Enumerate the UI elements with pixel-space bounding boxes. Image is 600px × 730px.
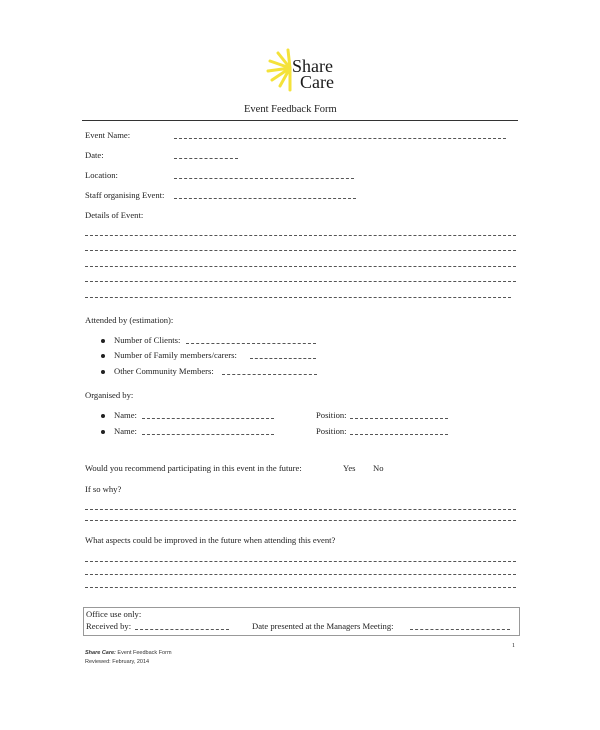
improve-question: What aspects could be improved in the future when attending this event?: [85, 535, 336, 545]
improve-line-2[interactable]: [85, 574, 516, 575]
staff-field[interactable]: [174, 198, 356, 199]
office-use-heading: Office use only:: [86, 609, 142, 619]
details-line-5[interactable]: [85, 297, 511, 298]
organised-heading: Organised by:: [85, 390, 134, 400]
organiser-position-label-2: Position:: [316, 426, 347, 436]
event-name-label: Event Name:: [85, 130, 131, 140]
date-label: Date:: [85, 150, 104, 160]
organiser-name-field-2[interactable]: [142, 434, 274, 435]
footer-line-1: [85, 650, 172, 656]
organiser-position-field-2[interactable]: [350, 434, 448, 435]
family-field[interactable]: [250, 358, 316, 359]
received-by-label: Received by:: [86, 621, 132, 631]
form-title: Event Feedback Form: [244, 104, 337, 115]
organiser-name-field-1[interactable]: [142, 418, 274, 419]
date-field[interactable]: [174, 158, 238, 159]
bullet: [101, 370, 105, 374]
family-label: Number of Family members/carers:: [114, 350, 237, 360]
details-line-2[interactable]: [85, 250, 516, 251]
footer-brand: Share Care:: [85, 650, 116, 656]
bullet: [101, 339, 105, 343]
page-number: 1: [512, 643, 515, 649]
bullet: [101, 414, 105, 418]
clients-field[interactable]: [186, 343, 316, 344]
community-field[interactable]: [222, 374, 317, 375]
date-presented-field[interactable]: [410, 629, 510, 630]
bullet: [101, 430, 105, 434]
why-line-2[interactable]: [85, 520, 516, 521]
why-line-1[interactable]: [85, 509, 516, 510]
improve-line-3[interactable]: [85, 587, 516, 588]
recommend-question: Would you recommend participating in this event in the future:: [85, 463, 302, 473]
footer-reviewed: Reviewed: February, 2014: [85, 659, 150, 665]
organiser-name-label-1: Name:: [114, 410, 137, 420]
organiser-position-label-1: Position:: [316, 410, 347, 420]
organiser-position-field-1[interactable]: [350, 418, 448, 419]
event-name-field[interactable]: [174, 138, 506, 139]
organiser-name-label-2: Name:: [114, 426, 137, 436]
why-label: If so why?: [85, 484, 122, 494]
recommend-no[interactable]: No: [373, 463, 384, 473]
details-line-4[interactable]: [85, 281, 516, 282]
improve-line-1[interactable]: [85, 561, 516, 562]
logo-text-share: Share: [292, 56, 333, 76]
attended-heading: Attended by (estimation):: [85, 315, 174, 325]
logo-text-care: Care: [300, 72, 334, 92]
details-line-1[interactable]: [85, 235, 516, 236]
staff-label: Staff organising Event:: [85, 190, 165, 200]
community-label: Other Community Members:: [114, 366, 214, 376]
details-label: Details of Event:: [85, 210, 144, 220]
date-presented-label: Date presented at the Managers Meeting:: [252, 621, 394, 631]
footer-doc: Event Feedback Form: [117, 650, 172, 656]
bullet: [101, 354, 105, 358]
location-field[interactable]: [174, 178, 354, 179]
details-line-3[interactable]: [85, 266, 516, 267]
received-by-field[interactable]: [135, 629, 229, 630]
title-rule: [82, 120, 518, 121]
location-label: Location:: [85, 170, 118, 180]
clients-label: Number of Clients:: [114, 335, 181, 345]
recommend-yes[interactable]: Yes: [343, 463, 356, 473]
